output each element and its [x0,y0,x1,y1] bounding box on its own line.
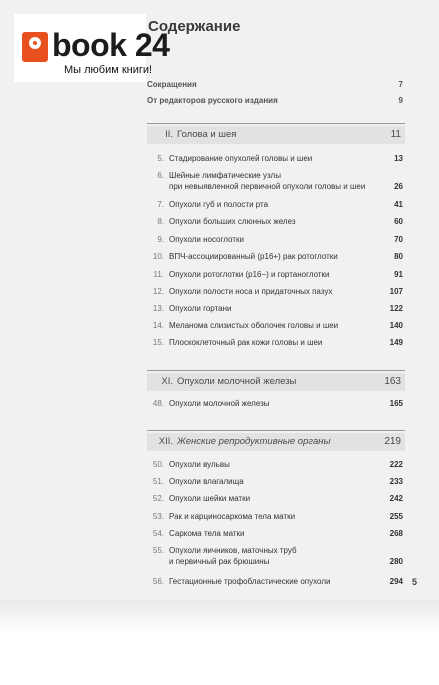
section-title: Опухоли молочной железы [177,376,297,387]
section-page: 219 [384,436,401,447]
section-number: XI. [161,376,173,387]
chapter-page: 70 [394,235,403,244]
bookmark-logo-icon [22,32,48,62]
chapter-number: 53. [152,512,164,521]
entry-title: Сокращения [147,80,197,89]
chapter-number: 54. [152,529,164,538]
chapter-title: Опухоли влагалища [169,477,244,486]
section-divider [147,430,405,431]
chapter-number: 11. [153,270,164,279]
chapter-title: Саркома тела матки [169,529,245,538]
section-title: Женские репродуктивные органы [177,436,331,447]
section-heading [147,433,405,451]
section-number: II. [165,129,173,140]
chapter-number: 6. [157,171,164,180]
chapter-title: Рак и карциносаркома тела матки [169,512,296,521]
chapter-page: 80 [394,252,403,261]
chapter-title: Плоскоклеточный рак кожи головы и шеи [169,338,323,347]
chapter-title: Опухоли носоглотки [169,235,244,244]
chapter-title: Стадирование опухолей головы и шеи [169,154,313,163]
chapter-number: 51. [152,477,164,486]
chapter-number: 14. [152,321,164,330]
chapter-number: 8. [157,217,164,226]
chapter-title-line2: и первичный рак брюшины [169,557,270,566]
section-page: 11 [390,129,401,140]
book24-logo[interactable] [14,14,170,82]
chapter-title: Опухоли вульвы [169,460,230,469]
chapter-title [169,545,369,567]
chapter-title: Гестационные трофобластические опухоли [169,577,331,586]
chapter-page: 26 [394,182,403,191]
chapter-number: 10. [152,252,164,261]
section-divider [147,123,405,124]
page-number: 5 [412,577,418,587]
entry-page: 9 [398,96,403,105]
chapter-title: Опухоли гортани [169,304,232,313]
chapter-page: 149 [389,338,403,347]
chapter-page: 255 [389,512,403,521]
chapter-title: Меланома слизистых оболочек головы и шеи [169,321,339,330]
chapter-number: 50. [152,460,164,469]
front-matter-item [147,96,403,105]
section-heading [147,126,405,144]
section-number: XII. [158,436,173,447]
chapter-title: Опухоли молочной железы [169,399,270,408]
chapter-title-line2: при невыявленной первичной опухоли головы и шеи [169,182,366,191]
chapter-page: 280 [389,557,403,566]
chapter-number: 5. [157,154,164,163]
chapter-page: 222 [389,460,403,469]
logo-wordmark: book 24 [52,27,170,63]
front-matter-item [147,80,403,89]
chapter-page: 140 [389,321,403,330]
chapter-title: Опухоли ротоглотки (p16−) и гортаноглотки [169,270,330,279]
chapter-page: 13 [394,154,403,163]
entry-title: От редакторов русского издания [147,96,278,105]
chapter-number: 12. [152,287,164,296]
chapter-page: 268 [389,529,403,538]
chapter-number: 15. [152,338,164,347]
section-page: 163 [384,376,401,387]
section-heading [147,373,405,391]
chapter-page: 60 [394,217,403,226]
chapter-title: Опухоли шейки матки [169,494,251,503]
chapter-title: Опухоли больших слюнных желез [169,217,296,226]
chapter-title-line1: Опухоли яичников, маточных труб [169,546,297,555]
chapter-page: 41 [394,200,403,209]
chapter-number: 7. [157,200,164,209]
chapter-number: 52. [152,494,164,503]
logo-tagline: Мы любим книги! [64,64,153,76]
chapter-page: 122 [389,304,403,313]
section-divider [147,370,405,371]
chapter-title: Опухоли губ и полости рта [169,200,269,209]
section-title: Голова и шея [177,129,237,140]
page-title: Содержание [148,18,241,35]
chapter-page: 233 [389,477,403,486]
entry-page: 7 [398,80,403,89]
chapter-page: 242 [389,494,403,503]
chapter-page: 165 [389,399,403,408]
chapter-title-line1: Шейные лимфатические узлы [169,171,281,180]
chapter-number: 56. [152,577,164,586]
chapter-number: 48. [152,399,164,408]
chapter-number: 55. [152,546,164,555]
chapter-number: 9. [157,235,164,244]
chapter-page: 107 [389,287,403,296]
chapter-title: ВПЧ-ассоциированный (p16+) рак ротоглотки [169,252,338,261]
chapter-title [169,170,369,192]
chapter-page: 91 [394,270,403,279]
page-shadow [0,600,439,685]
chapter-title: Опухоли полости носа и придаточных пазух [169,287,333,296]
chapter-page: 294 [389,577,403,586]
chapter-number: 13. [152,304,164,313]
